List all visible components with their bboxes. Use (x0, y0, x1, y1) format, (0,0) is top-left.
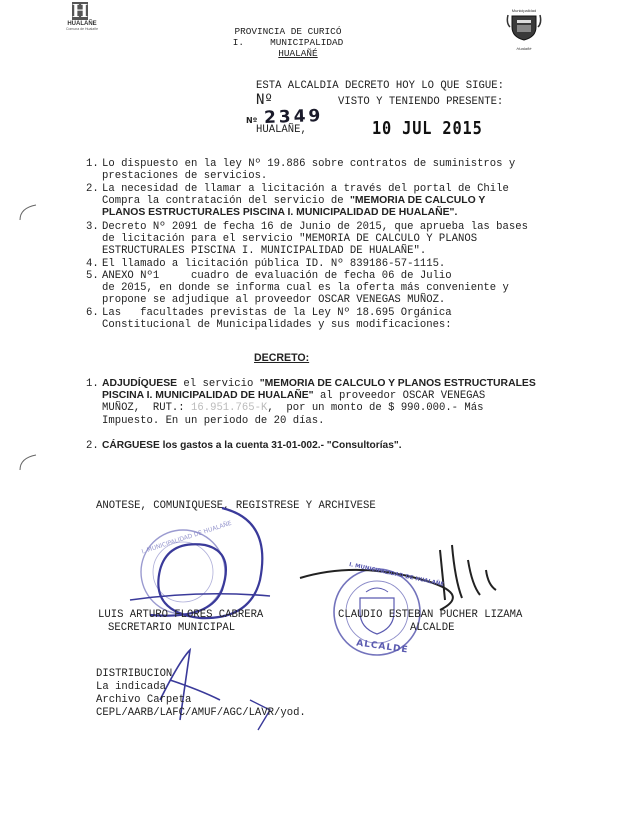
carguese-verb: CÁRGUESE (102, 440, 160, 451)
signature-left-role: SECRETARIO MUNICIPAL (108, 622, 236, 634)
service-name-bold: PISCINA I. MUNICIPALIDAD DE HUALAÑE" (102, 390, 314, 402)
crest-top-text: Municipalidad (511, 8, 537, 13)
considerando-line-mixed (102, 195, 538, 207)
decreto-title: DECRETO: (254, 352, 310, 364)
resolution-1 (86, 378, 538, 427)
resolution-line (102, 378, 538, 390)
header-municipality (228, 37, 348, 48)
header-prefix: I. (232, 37, 245, 48)
distribution-line: CEPL/AARB/LAFC/AMUF/AGC/LAVR/yod. (96, 707, 306, 719)
municipal-logo-left (64, 2, 100, 32)
logo-letter: H (72, 0, 88, 22)
considerando-1 (86, 158, 538, 182)
resolution-2 (86, 440, 538, 451)
considerando-number: 2. (86, 183, 99, 195)
logo-name: HUALAÑE (67, 21, 97, 27)
decree-number-label: Nº (256, 92, 273, 108)
crest-shield-icon (504, 13, 544, 41)
resolution-text: , por un monto de $ 990.000.- Más (267, 402, 484, 415)
distribution-line: Archivo Carpeta (96, 694, 192, 706)
resolution-line (102, 390, 538, 402)
considerando-number: 5. (86, 270, 99, 282)
considerando-number: 1. (86, 158, 99, 170)
decree-date-stamp: 10 JUL 2015 (372, 118, 483, 139)
resolution-number: 2. (86, 440, 99, 452)
considerando-6 (86, 307, 538, 331)
header-province: PROVINCIA DE CURICÓ (234, 26, 342, 37)
logo-tagline: Comuna de Hualañe (65, 27, 99, 31)
resolution-line (102, 402, 538, 414)
considerando-number: 4. (86, 258, 99, 270)
decree-intro: ESTA ALCALDIA DECRETO HOY LO QUE SIGUE: (256, 80, 504, 92)
considerando-line: La necesidad de llamar a licitación a través del portal de Chile (102, 183, 509, 195)
considerando-number: 3. (86, 221, 99, 233)
decree-visto: VISTO Y TENIENDO PRESENTE: (338, 96, 504, 108)
considerando-line: Las facultades previstas de la Ley Nº 18.695 Orgánica (102, 307, 452, 319)
right-stamp-top-text: I. MUNICIPALIDAD DE HUALAÑE (348, 561, 445, 589)
considerando-line: El llamado a licitación pública ID. Nº 839186-57-1115. (102, 258, 446, 270)
right-stamp-bottom-text: ALCALDE (355, 638, 410, 656)
considerando-line: ESTRUCTURALES PISCINA I. MUNICIPALIDAD DE HUALAÑE". (102, 245, 427, 258)
signature-right-role: ALCALDE (410, 622, 455, 634)
considerando-4 (86, 258, 538, 270)
considerando-line: Compra la contratación del servicio de (102, 195, 344, 208)
considerando-line: de 2015, en donde se informa cual es la oferta más conveniente y (102, 282, 509, 295)
decree-number-handwritten: 2349 (263, 105, 324, 129)
rut-redacted: 16.951.765-K (191, 402, 268, 415)
service-name-bold: "MEMORIA DE CALCULO Y PLANOS ESTRUCTURALES (259, 378, 536, 389)
considerando-2 (86, 183, 538, 220)
considerando-number: 6. (86, 307, 99, 319)
service-name-bold-line: PLANOS ESTRUCTURALES PISCINA I. MUNICIPALIDAD DE HUALAÑE". (102, 207, 458, 219)
municipal-crest-right (504, 8, 544, 51)
decree-place: HUALAÑE, (256, 124, 307, 136)
considerando-line: Decreto Nº 2091 de fecha 16 de Junio de 2015, que aprueba las bases (102, 221, 528, 233)
header-municipality-label: MUNICIPALIDAD (270, 37, 344, 48)
resolution-text: el servicio (183, 378, 254, 390)
resolution-line: Impuesto. En un periodo de 20 días. (102, 414, 325, 427)
distribution-line: La indicada (96, 681, 166, 693)
signature-right-name: CLAUDIO ESTEBAN PUCHER LIZAMA (338, 609, 523, 621)
resolution-text: los gastos a la cuenta 31-01-002.- "Consultorías". (162, 440, 402, 451)
closing-formula: ANOTESE, COMUNIQUESE, REGISTRESE Y ARCHIVESE (96, 500, 376, 512)
considerando-5 (86, 270, 538, 307)
crest-bottom-text: Hualañé (516, 46, 532, 51)
considerando-3 (86, 221, 538, 258)
header-commune: HUALAÑÉ (278, 48, 318, 59)
considerando-line: Constitucional de Municipalidades y sus modificaciones: (102, 319, 452, 332)
considerando-line: prestaciones de servicios. (102, 170, 268, 183)
resolution-text: al proveedor OSCAR VENEGAS (319, 390, 486, 403)
resolution-number: 1. (86, 378, 99, 390)
left-stamp-text: I. MUNICIPALIDAD DE HUALAÑE (140, 519, 233, 556)
resolution-text: MUÑOZ, RUT.: (102, 402, 185, 415)
considerando-line: ANEXO Nº1 cuadro de evaluación de fecha 06 de Julio (102, 270, 452, 282)
considerando-line: Lo dispuesto en la ley Nº 19.886 sobre contratos de suministros y (102, 158, 516, 170)
considerando-line: de licitación para el servicio "MEMORIA DE CALCULO Y PLANOS (102, 233, 478, 246)
considerando-line: propone se adjudique al proveedor OSCAR VENEGAS MUÑOZ. (102, 294, 446, 307)
decree-number-stamp-mark: Nº (246, 116, 258, 125)
signature-left-name: LUIS ARTURO FLORES CABRERA (98, 609, 264, 621)
adjudiquese-verb: ADJUDÍQUESE (102, 378, 178, 389)
distribution-title: DISTRIBUCION (96, 668, 173, 680)
service-name-bold: "MEMORIA DE CALCULO Y (349, 195, 486, 207)
